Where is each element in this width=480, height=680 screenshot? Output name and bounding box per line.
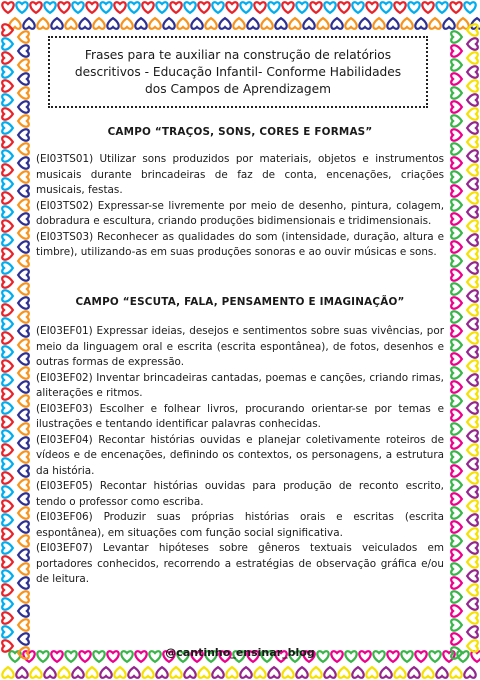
border-heart: [467, 500, 478, 511]
border-heart: [275, 18, 286, 29]
border-heart: [467, 318, 478, 329]
border-heart: [464, 667, 475, 678]
border-heart: [2, 150, 13, 161]
border-heart: [219, 18, 230, 29]
section-heading-tracos: CAMPO “TRAÇOS, SONS, CORES E FORMAS”: [107, 126, 373, 138]
border-heart: [2, 667, 13, 678]
border-heart: [268, 2, 279, 13]
border-heart: [2, 192, 13, 203]
border-heart: [58, 2, 69, 13]
border-heart: [170, 667, 181, 678]
section-heading-escuta: CAMPO “ESCUTA, FALA, PENSAMENTO E IMAGINAÇÃO”: [75, 296, 405, 308]
border-heart: [451, 493, 462, 504]
border-heart: [135, 18, 146, 29]
border-heart: [366, 667, 377, 678]
border-heart: [2, 122, 13, 133]
border-heart: [451, 423, 462, 434]
border-heart: [467, 276, 478, 287]
border-heart: [317, 18, 328, 29]
border-heart: [451, 101, 462, 112]
border-heart: [451, 535, 462, 546]
border-heart: [2, 2, 13, 13]
border-heart: [415, 18, 426, 29]
border-heart: [443, 18, 454, 29]
border-heart: [44, 667, 55, 678]
border-heart: [18, 395, 29, 406]
border-heart: [2, 304, 13, 315]
border-heart: [451, 409, 462, 420]
border-heart: [2, 556, 13, 567]
border-heart: [156, 667, 167, 678]
border-heart: [451, 521, 462, 532]
border-heart: [2, 234, 13, 245]
border-heart: [451, 157, 462, 168]
border-heart: [184, 667, 195, 678]
border-heart: [467, 612, 478, 623]
skill-item: (EI03TS01) Utilizar sons produzidos por materiais, objetos e instrumentos musicais durante brincadeiras de faz de conta, encenações, criações musicais, festas.: [36, 153, 444, 196]
border-heart: [128, 667, 139, 678]
border-heart: [2, 24, 13, 35]
border-heart: [30, 667, 41, 678]
border-heart: [2, 164, 13, 175]
border-heart: [2, 52, 13, 63]
border-heart: [467, 416, 478, 427]
border-heart: [289, 18, 300, 29]
border-heart: [18, 619, 29, 630]
border-heart: [451, 73, 462, 84]
skill-item: (EI03EF03) Escolher e folhear livros, procurando orientar-se por temas e ilustrações e tentando identificar palavras conhecidas.: [36, 402, 444, 430]
border-heart: [467, 402, 478, 413]
border-heart: [226, 667, 237, 678]
border-heart: [142, 2, 153, 13]
border-heart: [2, 444, 13, 455]
border-heart: [451, 479, 462, 490]
border-heart: [451, 87, 462, 98]
border-heart: [451, 297, 462, 308]
border-heart: [2, 598, 13, 609]
border-heart: [373, 18, 384, 29]
border-heart: [142, 667, 153, 678]
border-heart: [467, 80, 478, 91]
border-heart: [2, 178, 13, 189]
border-heart: [2, 472, 13, 483]
border-heart: [18, 367, 29, 378]
border-heart: [93, 18, 104, 29]
border-heart: [18, 185, 29, 196]
border-heart: [170, 2, 181, 13]
border-heart: [18, 325, 29, 336]
border-heart: [451, 633, 462, 644]
border-heart: [18, 59, 29, 70]
border-heart: [23, 18, 34, 29]
border-heart: [2, 38, 13, 49]
section-body-tracos: [36, 152, 444, 261]
border-heart: [72, 667, 83, 678]
border-heart: [467, 346, 478, 357]
page-title: Frases para te auxiliar na construção de relatórios descritivos - Educação Infantil- Conforme Habilidades dos Campos de Aprendizagem: [74, 47, 402, 96]
border-heart: [18, 451, 29, 462]
border-heart: [467, 472, 478, 483]
border-heart: [467, 206, 478, 217]
border-heart: [331, 18, 342, 29]
border-heart: [18, 339, 29, 350]
border-heart: [240, 2, 251, 13]
border-heart: [345, 18, 356, 29]
border-heart: [198, 667, 209, 678]
border-heart: [37, 18, 48, 29]
border-heart: [338, 667, 349, 678]
border-heart: [451, 269, 462, 280]
border-heart: [467, 458, 478, 469]
border-heart: [451, 171, 462, 182]
border-heart: [2, 570, 13, 581]
border-heart: [233, 18, 244, 29]
border-heart: [18, 213, 29, 224]
border-heart: [2, 206, 13, 217]
border-heart: [2, 94, 13, 105]
border-heart: [467, 528, 478, 539]
border-heart: [18, 633, 29, 644]
border-heart: [18, 87, 29, 98]
border-heart: [467, 38, 478, 49]
border-heart: [467, 584, 478, 595]
border-heart: [18, 507, 29, 518]
border-heart: [451, 395, 462, 406]
border-heart: [467, 542, 478, 553]
border-heart: [408, 2, 419, 13]
border-heart: [2, 402, 13, 413]
border-heart: [296, 667, 307, 678]
border-heart: [30, 2, 41, 13]
border-heart: [451, 353, 462, 364]
border-heart: [107, 18, 118, 29]
border-heart: [18, 563, 29, 574]
border-heart: [2, 262, 13, 273]
border-heart: [408, 667, 419, 678]
border-heart: [2, 220, 13, 231]
border-heart: [401, 18, 412, 29]
border-heart: [18, 605, 29, 616]
border-heart: [451, 129, 462, 140]
border-heart: [467, 248, 478, 259]
border-heart: [394, 2, 405, 13]
border-heart: [380, 667, 391, 678]
border-heart: [451, 549, 462, 560]
border-heart: [2, 486, 13, 497]
border-heart: [457, 18, 468, 29]
border-heart: [467, 360, 478, 371]
border-heart: [18, 297, 29, 308]
border-heart: [18, 409, 29, 420]
border-heart: [436, 667, 447, 678]
border-heart: [72, 2, 83, 13]
border-heart: [247, 18, 258, 29]
border-heart: [451, 619, 462, 630]
border-heart: [467, 388, 478, 399]
border-heart: [2, 430, 13, 441]
skill-item: (EI03EF05) Recontar histórias ouvidas para produção de reconto escrito, tendo o professor como escriba.: [36, 480, 444, 508]
border-heart: [338, 2, 349, 13]
border-heart: [205, 18, 216, 29]
border-heart: [451, 381, 462, 392]
border-heart: [2, 388, 13, 399]
border-heart: [254, 667, 265, 678]
border-heart: [451, 577, 462, 588]
border-heart: [18, 437, 29, 448]
border-heart: [261, 18, 272, 29]
skill-item: (EI03EF02) Inventar brincadeiras cantadas, poemas e canções, criando rimas, aliterações e ritmos.: [36, 371, 444, 399]
border-heart: [467, 234, 478, 245]
border-heart: [451, 437, 462, 448]
border-heart: [310, 2, 321, 13]
border-heart: [352, 667, 363, 678]
border-heart: [296, 2, 307, 13]
border-heart: [467, 220, 478, 231]
border-heart: [18, 269, 29, 280]
border-heart: [422, 667, 433, 678]
border-heart: [451, 185, 462, 196]
border-heart: [18, 115, 29, 126]
border-heart: [467, 192, 478, 203]
border-heart: [467, 136, 478, 147]
border-heart: [18, 227, 29, 238]
border-heart: [2, 108, 13, 119]
border-heart: [212, 2, 223, 13]
skill-item: (EI03EF06) Produzir suas próprias histórias orais e escritas (escrita espontânea), em situações com função social significativa.: [36, 511, 444, 539]
border-heart: [44, 2, 55, 13]
border-heart: [149, 18, 160, 29]
border-heart: [467, 94, 478, 105]
border-heart: [422, 2, 433, 13]
border-heart: [18, 423, 29, 434]
border-heart: [16, 667, 27, 678]
border-heart: [451, 31, 462, 42]
border-heart: [18, 171, 29, 182]
border-heart: [451, 115, 462, 126]
border-heart: [18, 465, 29, 476]
border-heart: [268, 667, 279, 678]
title-box: [48, 36, 428, 108]
border-heart: [2, 346, 13, 357]
border-heart: [467, 486, 478, 497]
border-heart: [450, 667, 461, 678]
border-heart: [18, 381, 29, 392]
border-heart: [467, 52, 478, 63]
border-heart: [2, 584, 13, 595]
border-heart: [451, 507, 462, 518]
border-heart: [451, 339, 462, 350]
border-heart: [467, 570, 478, 581]
border-heart: [451, 367, 462, 378]
border-heart: [451, 227, 462, 238]
border-heart: [467, 262, 478, 273]
border-heart: [467, 108, 478, 119]
border-heart: [451, 283, 462, 294]
border-heart: [2, 612, 13, 623]
border-heart: [359, 18, 370, 29]
border-heart: [2, 500, 13, 511]
border-heart: [184, 2, 195, 13]
skill-item: (EI03TS03) Reconhecer as qualidades do som (intensidade, duração, altura e timbre), utilizando-as em suas produções sonoras e ao ouvir músicas e sons.: [36, 230, 444, 258]
border-heart: [65, 18, 76, 29]
border-heart: [18, 255, 29, 266]
border-heart: [18, 493, 29, 504]
border-heart: [128, 2, 139, 13]
border-heart: [114, 667, 125, 678]
border-heart: [86, 667, 97, 678]
border-heart: [79, 18, 90, 29]
border-heart: [18, 521, 29, 532]
border-heart: [303, 18, 314, 29]
border-heart: [2, 332, 13, 343]
border-heart: [163, 18, 174, 29]
border-heart: [467, 332, 478, 343]
border-heart: [467, 626, 478, 637]
border-heart: [18, 283, 29, 294]
border-heart: [2, 374, 13, 385]
border-heart: [467, 290, 478, 301]
border-heart: [467, 164, 478, 175]
skill-item: (EI03EF04) Recontar histórias ouvidas e planejar coletivamente roteiros de vídeos e de encenações, definindo os contextos, os personagens, a estrutura da história.: [36, 433, 444, 477]
border-heart: [467, 430, 478, 441]
border-heart: [324, 2, 335, 13]
border-heart: [2, 528, 13, 539]
border-heart: [156, 2, 167, 13]
skill-item: (EI03EF07) Levantar hipóteses sobre gêneros textuais veiculados em portadores conhecidos, recorrendo a estratégias de observação gráfica e/ou de leitura.: [36, 542, 444, 585]
border-heart: [451, 563, 462, 574]
border-heart: [467, 598, 478, 609]
border-heart: [451, 255, 462, 266]
skill-item: (EI03EF01) Expressar ideias, desejos e sentimentos sobre suas vivências, por meio da linguagem oral e escrita (escrita espontânea), de fotos, desenhos e outras formas de expressão.: [36, 325, 444, 368]
border-heart: [240, 667, 251, 678]
border-heart: [177, 18, 188, 29]
border-heart: [18, 143, 29, 154]
border-heart: [2, 66, 13, 77]
border-heart: [100, 2, 111, 13]
border-heart: [467, 178, 478, 189]
border-heart: [387, 18, 398, 29]
border-heart: [18, 31, 29, 42]
border-heart: [467, 304, 478, 315]
border-heart: [451, 213, 462, 224]
border-heart: [436, 2, 447, 13]
border-heart: [2, 290, 13, 301]
border-heart: [18, 199, 29, 210]
border-heart: [352, 2, 363, 13]
border-heart: [2, 276, 13, 287]
border-heart: [451, 143, 462, 154]
border-heart: [451, 241, 462, 252]
border-heart: [467, 374, 478, 385]
border-heart: [226, 2, 237, 13]
border-heart: [451, 591, 462, 602]
border-heart: [18, 45, 29, 56]
border-heart: [212, 667, 223, 678]
border-heart: [2, 626, 13, 637]
border-heart: [18, 157, 29, 168]
border-heart: [467, 66, 478, 77]
skill-item: (EI03TS02) Expressar-se livremente por meio de desenho, pintura, colagem, dobradura e escultura, criando produções bidimensionais e tridimensionais.: [36, 199, 444, 227]
footer-handle: @cantinho_ensinar_blog: [165, 646, 315, 659]
border-heart: [467, 122, 478, 133]
border-heart: [451, 199, 462, 210]
border-heart: [451, 45, 462, 56]
border-heart: [467, 444, 478, 455]
border-heart: [2, 360, 13, 371]
border-heart: [18, 577, 29, 588]
border-heart: [18, 311, 29, 322]
border-heart: [451, 465, 462, 476]
border-heart: [16, 2, 27, 13]
border-heart: [18, 535, 29, 546]
border-heart: [282, 2, 293, 13]
section-body-escuta: [36, 324, 444, 588]
border-heart: [18, 353, 29, 364]
border-heart: [18, 129, 29, 140]
border-heart: [18, 241, 29, 252]
border-heart: [467, 150, 478, 161]
border-heart: [464, 2, 475, 13]
border-heart: [58, 667, 69, 678]
border-heart: [467, 514, 478, 525]
border-heart: [100, 667, 111, 678]
border-heart: [2, 248, 13, 259]
border-heart: [2, 136, 13, 147]
border-heart: [366, 2, 377, 13]
border-heart: [310, 667, 321, 678]
border-heart: [18, 101, 29, 112]
border-heart: [451, 311, 462, 322]
border-heart: [380, 2, 391, 13]
border-heart: [18, 549, 29, 560]
border-heart: [18, 73, 29, 84]
border-heart: [451, 605, 462, 616]
border-heart: [2, 80, 13, 91]
border-heart: [451, 59, 462, 70]
border-heart: [86, 2, 97, 13]
border-heart: [198, 2, 209, 13]
border-heart: [394, 667, 405, 678]
border-heart: [51, 18, 62, 29]
border-heart: [114, 2, 125, 13]
border-heart: [2, 318, 13, 329]
border-heart: [467, 556, 478, 567]
border-heart: [282, 667, 293, 678]
border-heart: [18, 591, 29, 602]
border-heart: [324, 667, 335, 678]
border-heart: [121, 18, 132, 29]
border-heart: [451, 325, 462, 336]
border-heart: [2, 514, 13, 525]
border-heart: [2, 416, 13, 427]
border-heart: [429, 18, 440, 29]
border-heart: [254, 2, 265, 13]
border-heart: [2, 458, 13, 469]
border-heart: [451, 451, 462, 462]
border-heart: [450, 2, 461, 13]
border-heart: [18, 479, 29, 490]
border-heart: [191, 18, 202, 29]
border-heart: [2, 542, 13, 553]
